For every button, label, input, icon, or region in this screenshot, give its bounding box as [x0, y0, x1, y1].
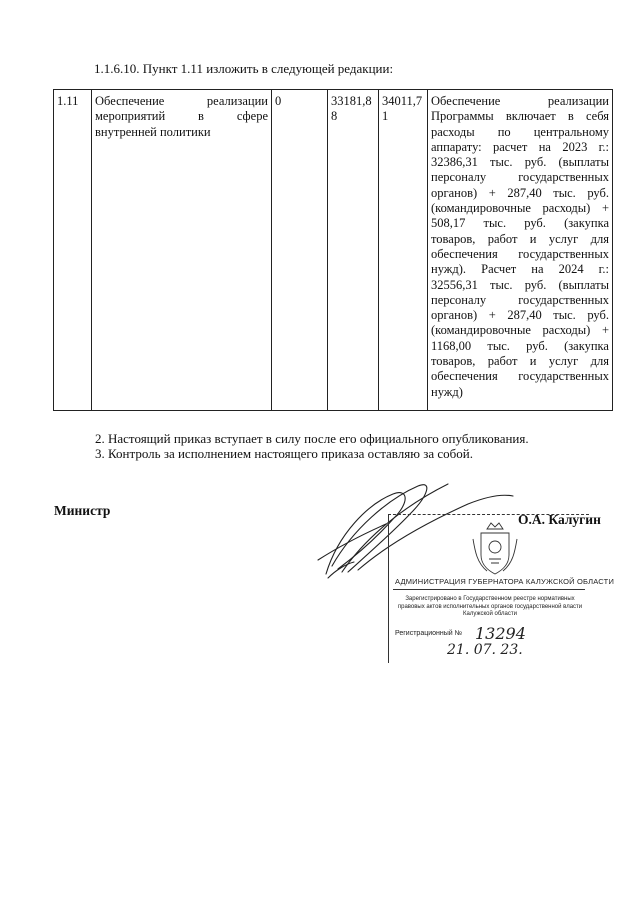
- cell-name: Обеспечение реализации мероприятий в сфере внутренней политики: [92, 90, 272, 411]
- intro-paragraph: 1.1.6.10. Пункт 1.11 изложить в следующей редакции:: [94, 61, 394, 76]
- stamp-reg-label: Регистрационный №: [395, 630, 463, 637]
- table-row: [54, 90, 613, 411]
- cell-col5: 34011,71: [379, 90, 428, 411]
- cell-col4: 33181,88: [328, 90, 379, 411]
- stamp-date: 21. 07. 23.: [447, 642, 523, 658]
- stamp-title: АДМИНИСТРАЦИЯ ГУБЕРНАТОРА КАЛУЖСКОЙ ОБЛАСТИ: [395, 577, 615, 586]
- minister-name: О.А. Калугин: [518, 512, 601, 527]
- coat-of-arms-icon: [469, 517, 521, 577]
- item-2: 2. Настоящий приказ вступает в силу после его официального опубликования.: [95, 431, 529, 446]
- stamp-divider: [393, 589, 585, 590]
- stamp-text: Зарегистрировано в Государственном реестре нормативных правовых актов исполнительных органов государственной власти Калужской области: [397, 596, 583, 617]
- program-table: [53, 89, 613, 411]
- stamp-reg-number: 13294: [475, 624, 526, 643]
- cell-number: 1.11: [54, 90, 92, 411]
- item-3: 3. Контроль за исполнением настоящего приказа оставляю за собой.: [95, 446, 473, 461]
- cell-description: Обеспечение реализации Программы включает в себя расходы по центральному аппарату: расчет на 2023 г.: 32386,31 тыс. руб. (выплаты персоналу государственных органов) + 287,40 тыс. руб. (командировочные расходы) + 508,17 тыс. руб. (закупка товаров, работ и услуг для обеспечения государственных нужд). Расчет на 2024 г.: 32556,31 тыс. руб. (выплаты персоналу государственных органов) + 287,40 тыс. руб. (командировочные расходы) + 1168,00 тыс. руб. (закупка товаров, работ и услуг для обеспечения государственных нужд): [428, 90, 613, 411]
- minister-label: Министр: [54, 503, 111, 518]
- registration-stamp: [388, 514, 615, 663]
- cell-col3: 0: [272, 90, 328, 411]
